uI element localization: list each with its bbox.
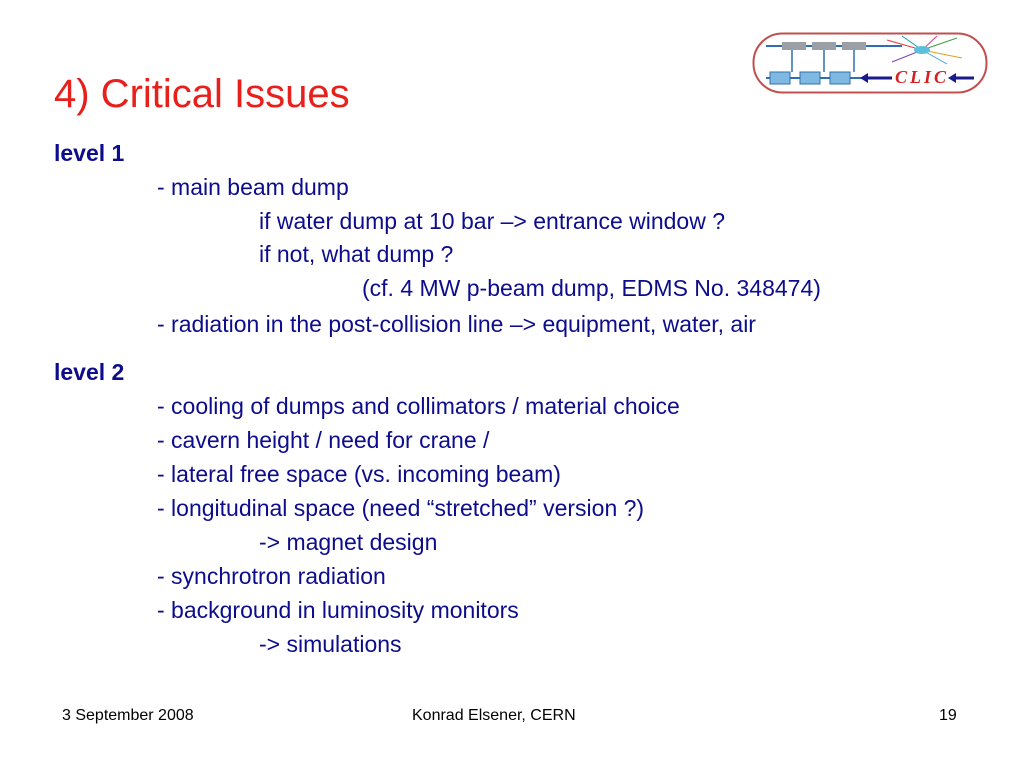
level-2-item: - background in luminosity monitors	[157, 597, 519, 623]
level-2-item: - longitudinal space (need “stretched” version ?)	[157, 495, 645, 521]
level-1-subitem: if not, what dump ?	[259, 241, 454, 267]
level-1-item: - radiation in the post-collision line –> equipment, water, air	[157, 311, 756, 337]
footer-date: 3 September 2008	[62, 707, 194, 724]
slide-title: 4) Critical Issues	[54, 72, 350, 116]
level-1-note: (cf. 4 MW p-beam dump, EDMS No. 348474)	[362, 275, 821, 301]
footer-author: Konrad Elsener, CERN	[412, 707, 576, 724]
level-1-subitem: if water dump at 10 bar –> entrance window ?	[259, 208, 726, 234]
level-2-subitem: -> magnet design	[259, 529, 438, 555]
level-2-heading: level 2	[54, 359, 125, 385]
level-2-item: - synchrotron radiation	[157, 563, 386, 589]
footer-page-number: 19	[939, 707, 957, 724]
level-2-item: - lateral free space (vs. incoming beam)	[157, 461, 561, 487]
level-1-heading: level 1	[54, 140, 125, 166]
level-2-item: - cavern height / need for crane /	[157, 427, 490, 453]
level-2-subitem: -> simulations	[259, 631, 402, 657]
level-2-item: - cooling of dumps and collimators / material choice	[157, 393, 680, 419]
clic-logo	[752, 32, 988, 94]
clic-logo-text: CLIC	[895, 67, 950, 87]
level-1-item: - main beam dump	[157, 174, 349, 200]
